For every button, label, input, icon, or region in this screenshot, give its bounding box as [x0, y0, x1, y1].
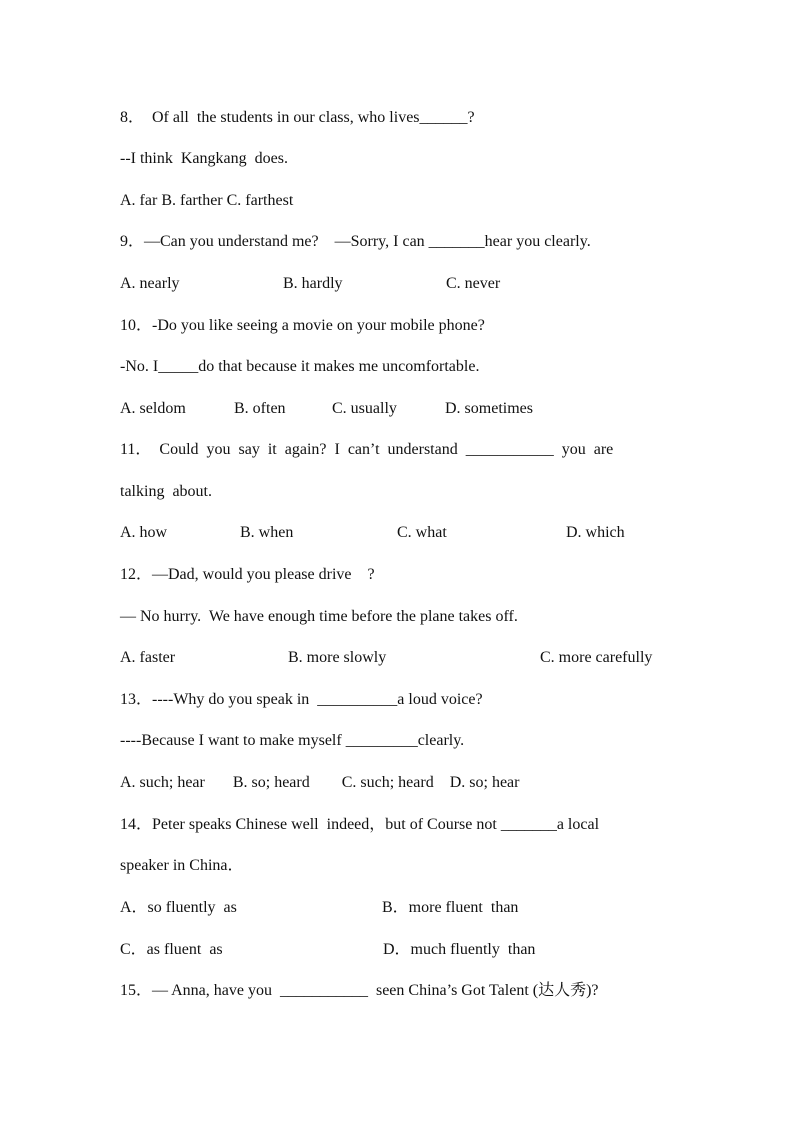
question-14-stem: 14．Peter speaks Chinese well indeed，but of Course not _______a local — [120, 816, 600, 833]
question-14-option-c: C．as fluent as — [120, 941, 223, 958]
question-9-option-c: C. never — [446, 275, 501, 292]
question-11-option-c: C. what — [397, 524, 447, 541]
question-14-option-d: D．much fluently than — [383, 941, 536, 958]
question-12-stem: 12．—Dad, would you please drive ? — [120, 566, 375, 583]
question-12-option-a: A. faster — [120, 649, 176, 666]
question-10-option-a: A. seldom — [120, 400, 186, 417]
question-11-stem-continued: talking about. — [120, 483, 212, 500]
question-14-option-a: A．so fluently as — [120, 899, 237, 916]
question-10-option-c: C. usually — [332, 400, 397, 417]
question-8-answer-line: --I think Kangkang does. — [120, 150, 288, 167]
question-8-options: A. far B. farther C. farthest — [120, 192, 294, 209]
question-11-option-b: B. when — [240, 524, 294, 541]
question-10-option-d: D. sometimes — [445, 400, 533, 417]
question-10-stem: 10．-Do you like seeing a movie on your mobile phone? — [120, 317, 485, 334]
question-10-option-b: B. often — [234, 400, 286, 417]
question-12-answer-line: — No hurry. We have enough time before the plane takes off. — [120, 608, 518, 625]
question-13-stem: 13．----Why do you speak in __________a loud voice? — [120, 691, 483, 708]
question-11-option-d: D. which — [566, 524, 625, 541]
question-9-option-a: A. nearly — [120, 275, 180, 292]
question-14-stem-continued: speaker in China． — [120, 857, 244, 874]
question-11-option-a: A. how — [120, 524, 168, 541]
question-10-answer-line: -No. I_____do that because it makes me uncomfortable. — [120, 358, 480, 375]
question-8-stem: 8． Of all the students in our class, who lives______? — [120, 109, 475, 126]
question-9-option-b: B. hardly — [283, 275, 343, 292]
question-14-option-b: B．more fluent than — [382, 899, 519, 916]
question-13-answer-line: ----Because I want to make myself _________clearly. — [120, 732, 465, 749]
question-9-stem: 9．—Can you understand me? —Sorry, I can _______hear you clearly. — [120, 233, 591, 250]
question-12-option-c: C. more carefully — [540, 649, 653, 666]
question-15-stem: 15．— Anna, have you ___________ seen China’s Got Talent (达人秀)? — [120, 982, 599, 999]
question-12-option-b: B. more slowly — [288, 649, 387, 666]
question-13-options: A. such; hear B. so; heard C. such; heard D. so; hear — [120, 774, 520, 791]
question-11-stem: 11． Could you say it again? I can’t understand ___________ you are — [120, 441, 614, 458]
